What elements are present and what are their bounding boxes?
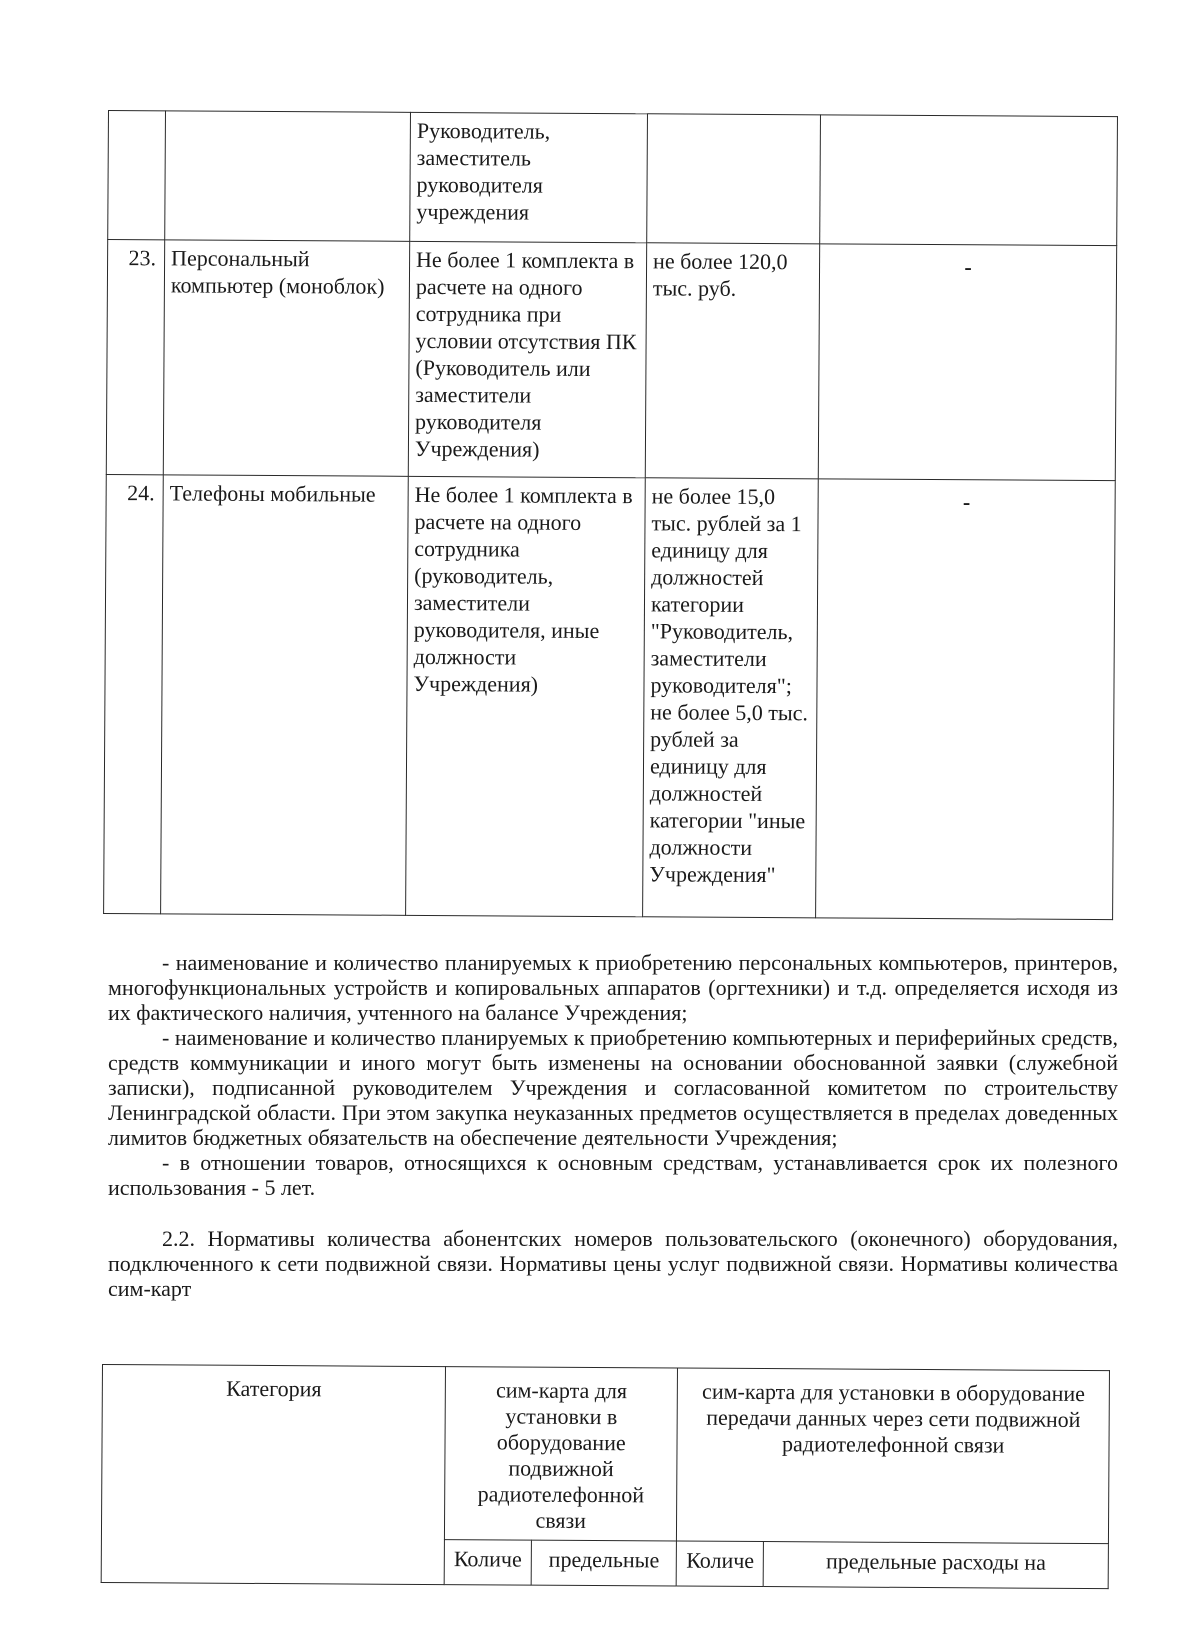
item-price-norm <box>647 114 821 244</box>
row-number <box>108 111 166 240</box>
table-header-row <box>101 1365 1109 1544</box>
item-note <box>820 115 1118 246</box>
item-name: Персональный компьютер (моноблок) <box>163 240 409 476</box>
equipment-norms-table <box>103 110 1118 920</box>
subheader-quantity-mobile: Количе <box>444 1540 531 1586</box>
table-row <box>106 240 1116 481</box>
group-header-mobile: сим-карта для установки в оборудование подвижной радиотелефонной связи <box>444 1367 677 1541</box>
item-quantity-norm: Руководитель, заместитель руководителя учреждения <box>410 112 648 242</box>
item-price-norm: не более 120,0 тыс. руб. <box>645 243 819 479</box>
table-row <box>108 111 1118 246</box>
row-number: 24. <box>104 474 164 913</box>
item-quantity-norm: Не более 1 комплекта в расчете на одного сотрудника (руководитель, заместители руководителя, иные должности Учреждения) <box>406 476 646 916</box>
group-header-data: сим-карта для установки в оборудование передачи данных через сети подвижной радиотелефонной связи <box>677 1368 1110 1544</box>
sim-card-norms-table <box>101 1364 1110 1589</box>
category-header: Категория <box>101 1365 445 1585</box>
paragraph-computers: - наименование и количество планируемых к приобретению персональных компьютеров, принтеров, многофункциональных устройств и копировальных аппаратов (оргтехники) и т.д. определяется исходя из их фактического наличия, учтенного на балансе Учреждения; <box>108 950 1118 1025</box>
paragraph-peripherals: - наименование и количество планируемых к приобретению компьютерных и периферийных средств, средств коммуникации и иного могут быть изменены на основании обоснованной заявки (служебной записки), подписанной руководителем Учреждения и согласованной комитетом по строительству Ленинградской области. При этом закупка неуказанных предметов осуществляется в пределах доведенных лимитов бюджетных обязательств на обеспечение деятельности Учреждения; <box>108 1025 1118 1150</box>
item-price-norm: не более 15,0 тыс. рублей за 1 единицу для должностей категории "Руководитель, заместители руководителя"; не более 5,0 тыс. рублей за единицу для должностей категории "иные должности Учреждения" <box>643 478 819 918</box>
item-note: - <box>818 244 1116 481</box>
item-name <box>165 111 411 241</box>
subheader-quantity-data: Количе <box>677 1541 764 1587</box>
body-text <box>108 950 1118 1301</box>
item-note: - <box>816 479 1116 920</box>
table-row <box>104 474 1116 919</box>
subheader-limit-data: предельные расходы на <box>764 1542 1109 1589</box>
section-heading-2-2: 2.2. Нормативы количества абонентских номеров пользовательского (оконечного) оборудования, подключенного к сети подвижной связи. Нормативы цены услуг подвижной связи. Нормативы количества сим-карт <box>108 1226 1118 1301</box>
subheader-limit-mobile: предельные <box>531 1540 677 1586</box>
item-quantity-norm: Не более 1 комплекта в расчете на одного сотрудника при условии отсутствия ПК (Руководитель или заместители руководителя Учреждения) <box>408 241 646 477</box>
row-number: 23. <box>106 240 164 475</box>
paragraph-useful-life: - в отношении товаров, относящихся к основным средствам, устанавливается срок их полезного использования - 5 лет. <box>108 1150 1118 1200</box>
item-name: Телефоны мобильные <box>161 475 409 915</box>
